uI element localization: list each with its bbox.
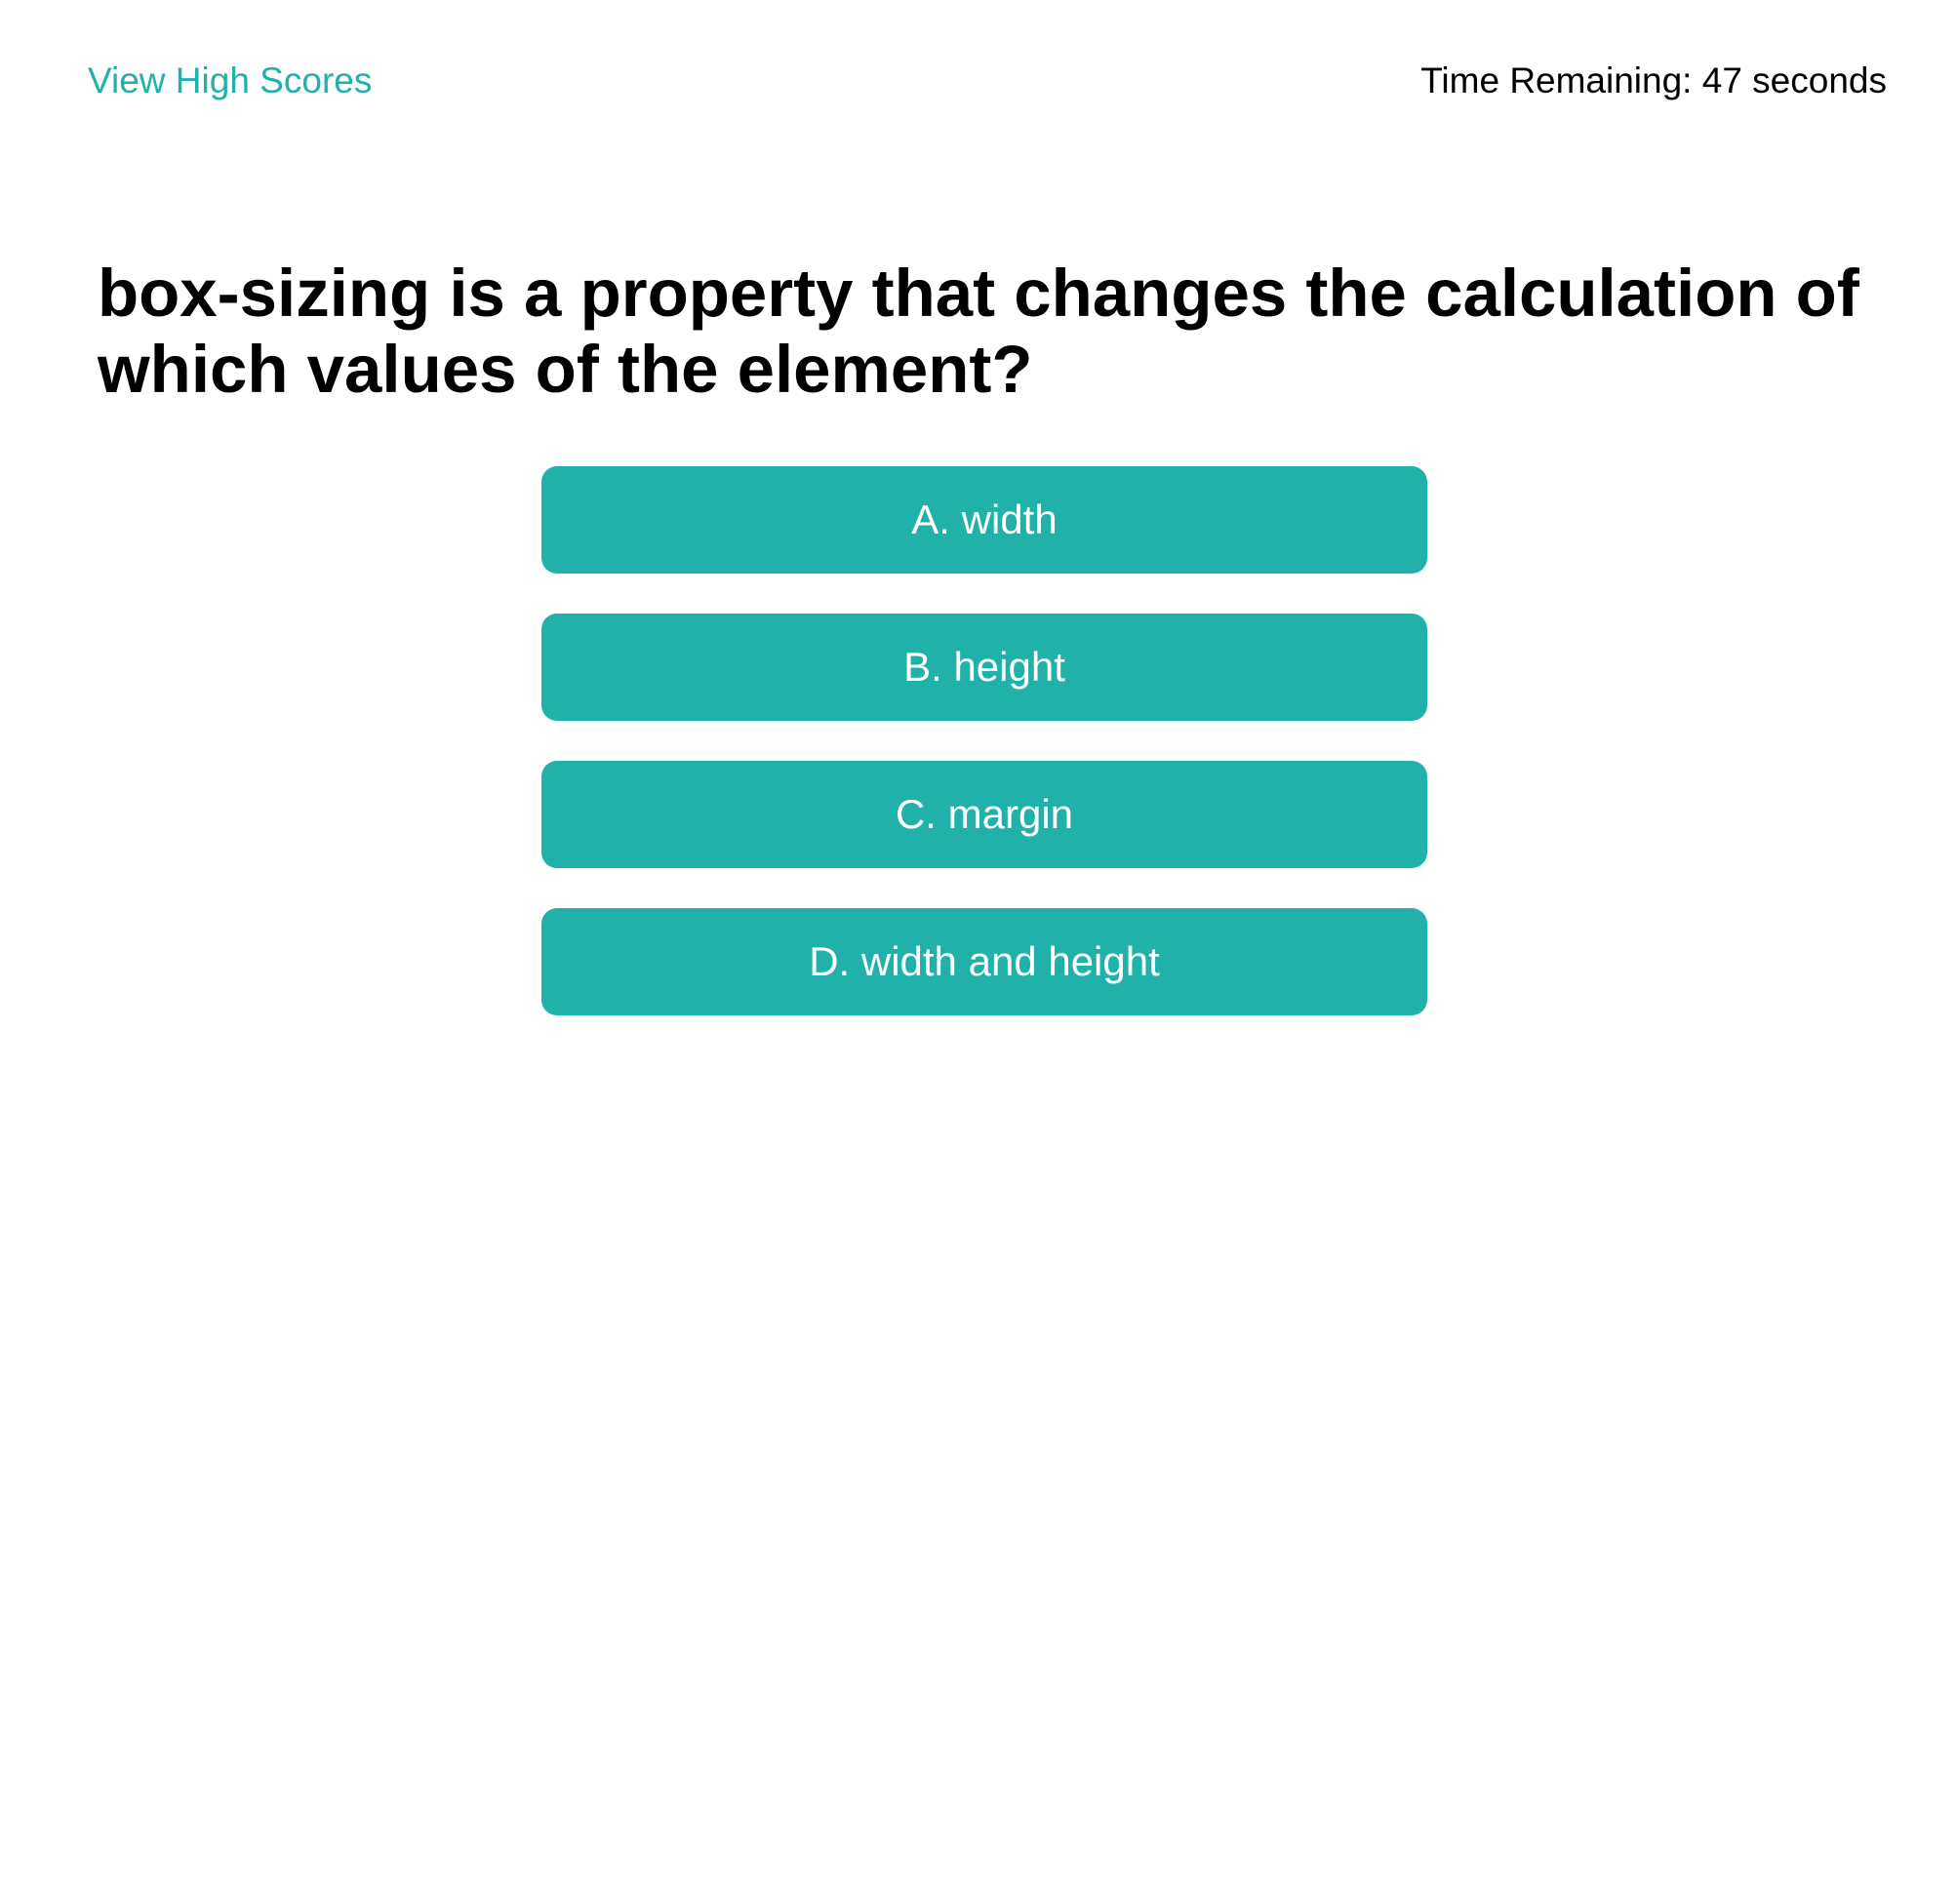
question-text: box-sizing is a property that changes the calculation of which values of the element?	[98, 256, 1859, 407]
answer-button-c[interactable]: C. margin	[541, 761, 1427, 868]
answer-button-a[interactable]: A. width	[541, 466, 1427, 574]
time-remaining: Time Remaining: 47 seconds	[1420, 60, 1887, 100]
view-high-scores-link[interactable]: View High Scores	[88, 60, 373, 100]
header	[88, 57, 1887, 105]
answer-list	[541, 466, 1427, 1055]
answer-button-b[interactable]: B. height	[541, 614, 1427, 721]
answer-button-d[interactable]: D. width and height	[541, 908, 1427, 1015]
